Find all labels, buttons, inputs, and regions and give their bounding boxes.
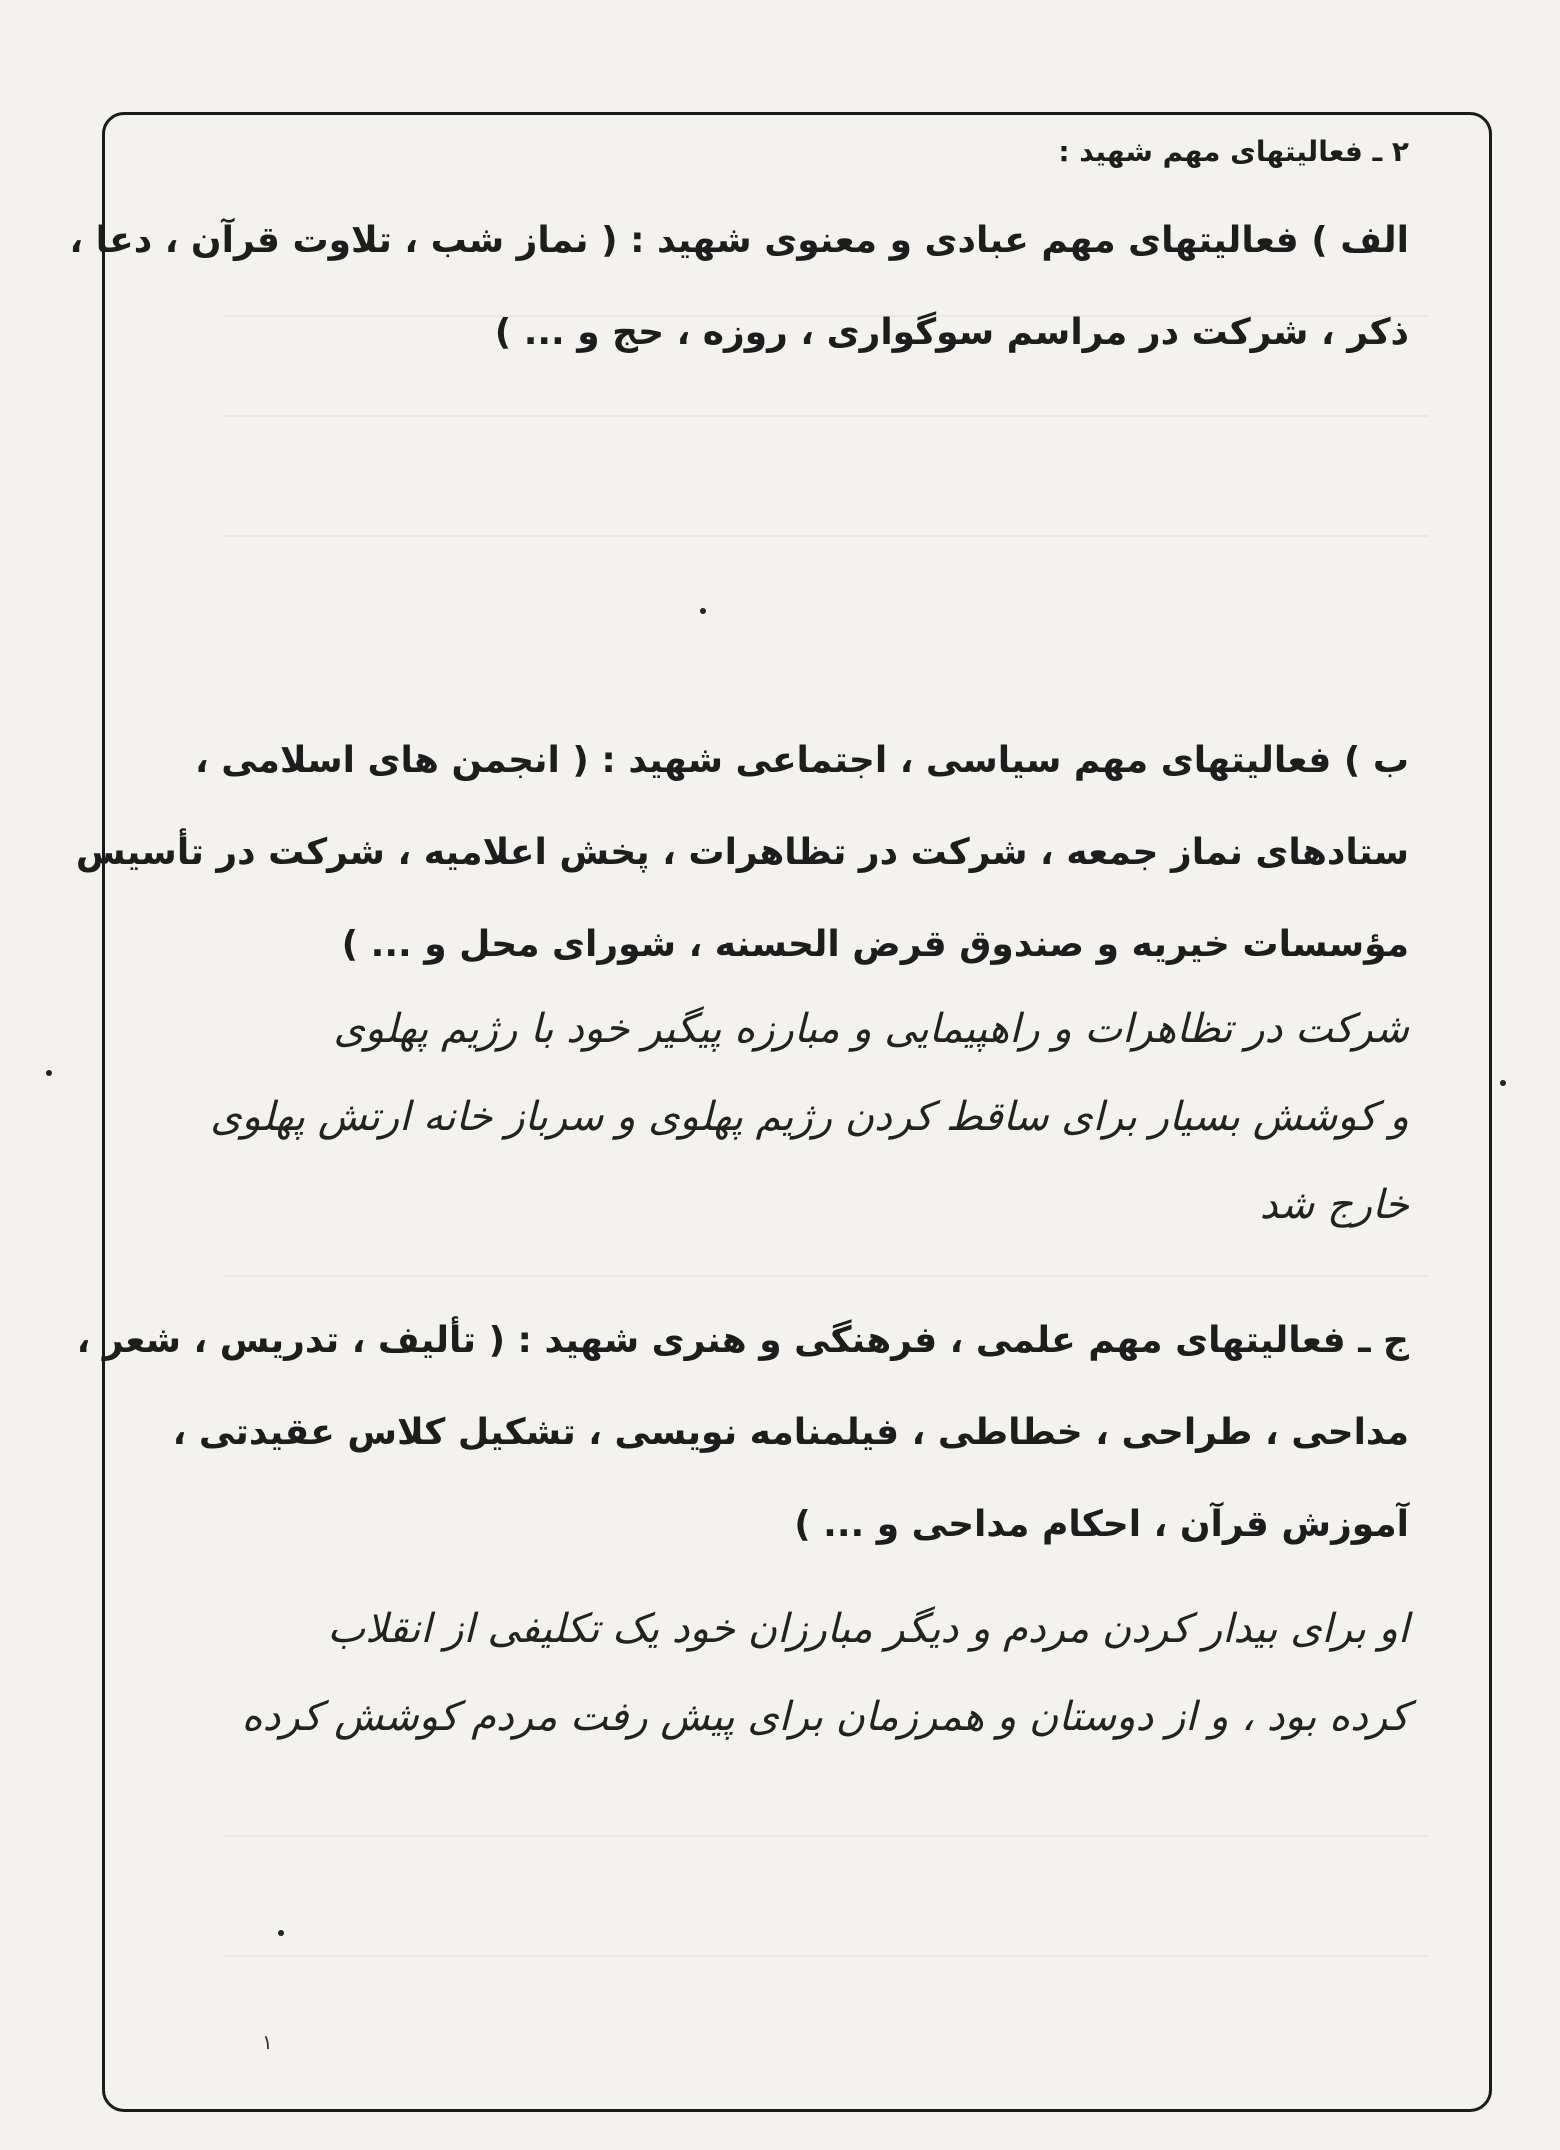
part-a-line: ذکر ، شرکت در مراسم سوگواری ، روزه ، حج و ... )	[494, 312, 1409, 353]
stray-mark	[278, 1930, 284, 1936]
part-c-paragraph	[76, 1295, 1409, 1571]
part-b-line: ب ) فعالیتهای مهم سیاسی ، اجتماعی شهید : ( انجمن های اسلامی ،	[195, 740, 1409, 781]
handwritten-line: خارج شد	[1259, 1182, 1409, 1228]
part-c-line: آموزش قرآن ، احکام مداحی و ... )	[794, 1504, 1409, 1545]
stray-mark	[1500, 1080, 1506, 1086]
bleed-through-line	[225, 1955, 1429, 1957]
handwritten-line: و کوشش بسیار برای ساقط کردن رژیم پهلوی و سرباز خانه ارتش پهلوی	[210, 1094, 1409, 1140]
bleed-through-line	[225, 535, 1429, 537]
part-c-line: مداحی ، طراحی ، خطاطی ، فیلمنامه نویسی ، تشکیل کلاس عقیدتی ،	[172, 1412, 1409, 1453]
part-c-line: ج ـ فعالیتهای مهم علمی ، فرهنگی و هنری شهید : ( تألیف ، تدریس ، شعر ،	[76, 1320, 1409, 1361]
part-a-line: الف ) فعالیتهای مهم عبادی و معنوی شهید : ( نماز شب ، تلاوت قرآن ، دعا ،	[69, 220, 1409, 261]
part-b-paragraph	[75, 715, 1409, 991]
handwritten-line: شرکت در تظاهرات و راهپیمایی و مبارزه پیگیر خود با رژیم پهلوی	[333, 1006, 1409, 1052]
bleed-through-line	[225, 415, 1429, 417]
part-b-handwritten-answer	[165, 985, 1409, 1249]
handwritten-line: کرده بود ، و از دوستان و همرزمان برای پیش رفت مردم کوشش کرده	[241, 1694, 1409, 1740]
bleed-through-line	[225, 1275, 1429, 1277]
handwritten-line: او برای بیدار کردن مردم و دیگر مبارزان خود یک تکلیفی از انقلاب	[327, 1606, 1409, 1652]
part-b-line: مؤسسات خیریه و صندوق قرض الحسنه ، شورای محل و ... )	[341, 924, 1409, 965]
page-mark: ۱	[262, 2030, 273, 2054]
part-a-paragraph	[69, 195, 1409, 379]
part-b-line: ستادهای نماز جمعه ، شرکت در تظاهرات ، پخش اعلامیه ، شرکت در تأسیس	[75, 832, 1409, 873]
part-c-handwritten-answer	[165, 1585, 1409, 1761]
section-heading: ۲ ـ فعالیتهای مهم شهید :	[1058, 135, 1409, 168]
stray-mark	[700, 608, 706, 614]
stray-mark	[46, 1070, 52, 1076]
page-frame	[69, 112, 1492, 2112]
bleed-through-line	[225, 1835, 1429, 1837]
